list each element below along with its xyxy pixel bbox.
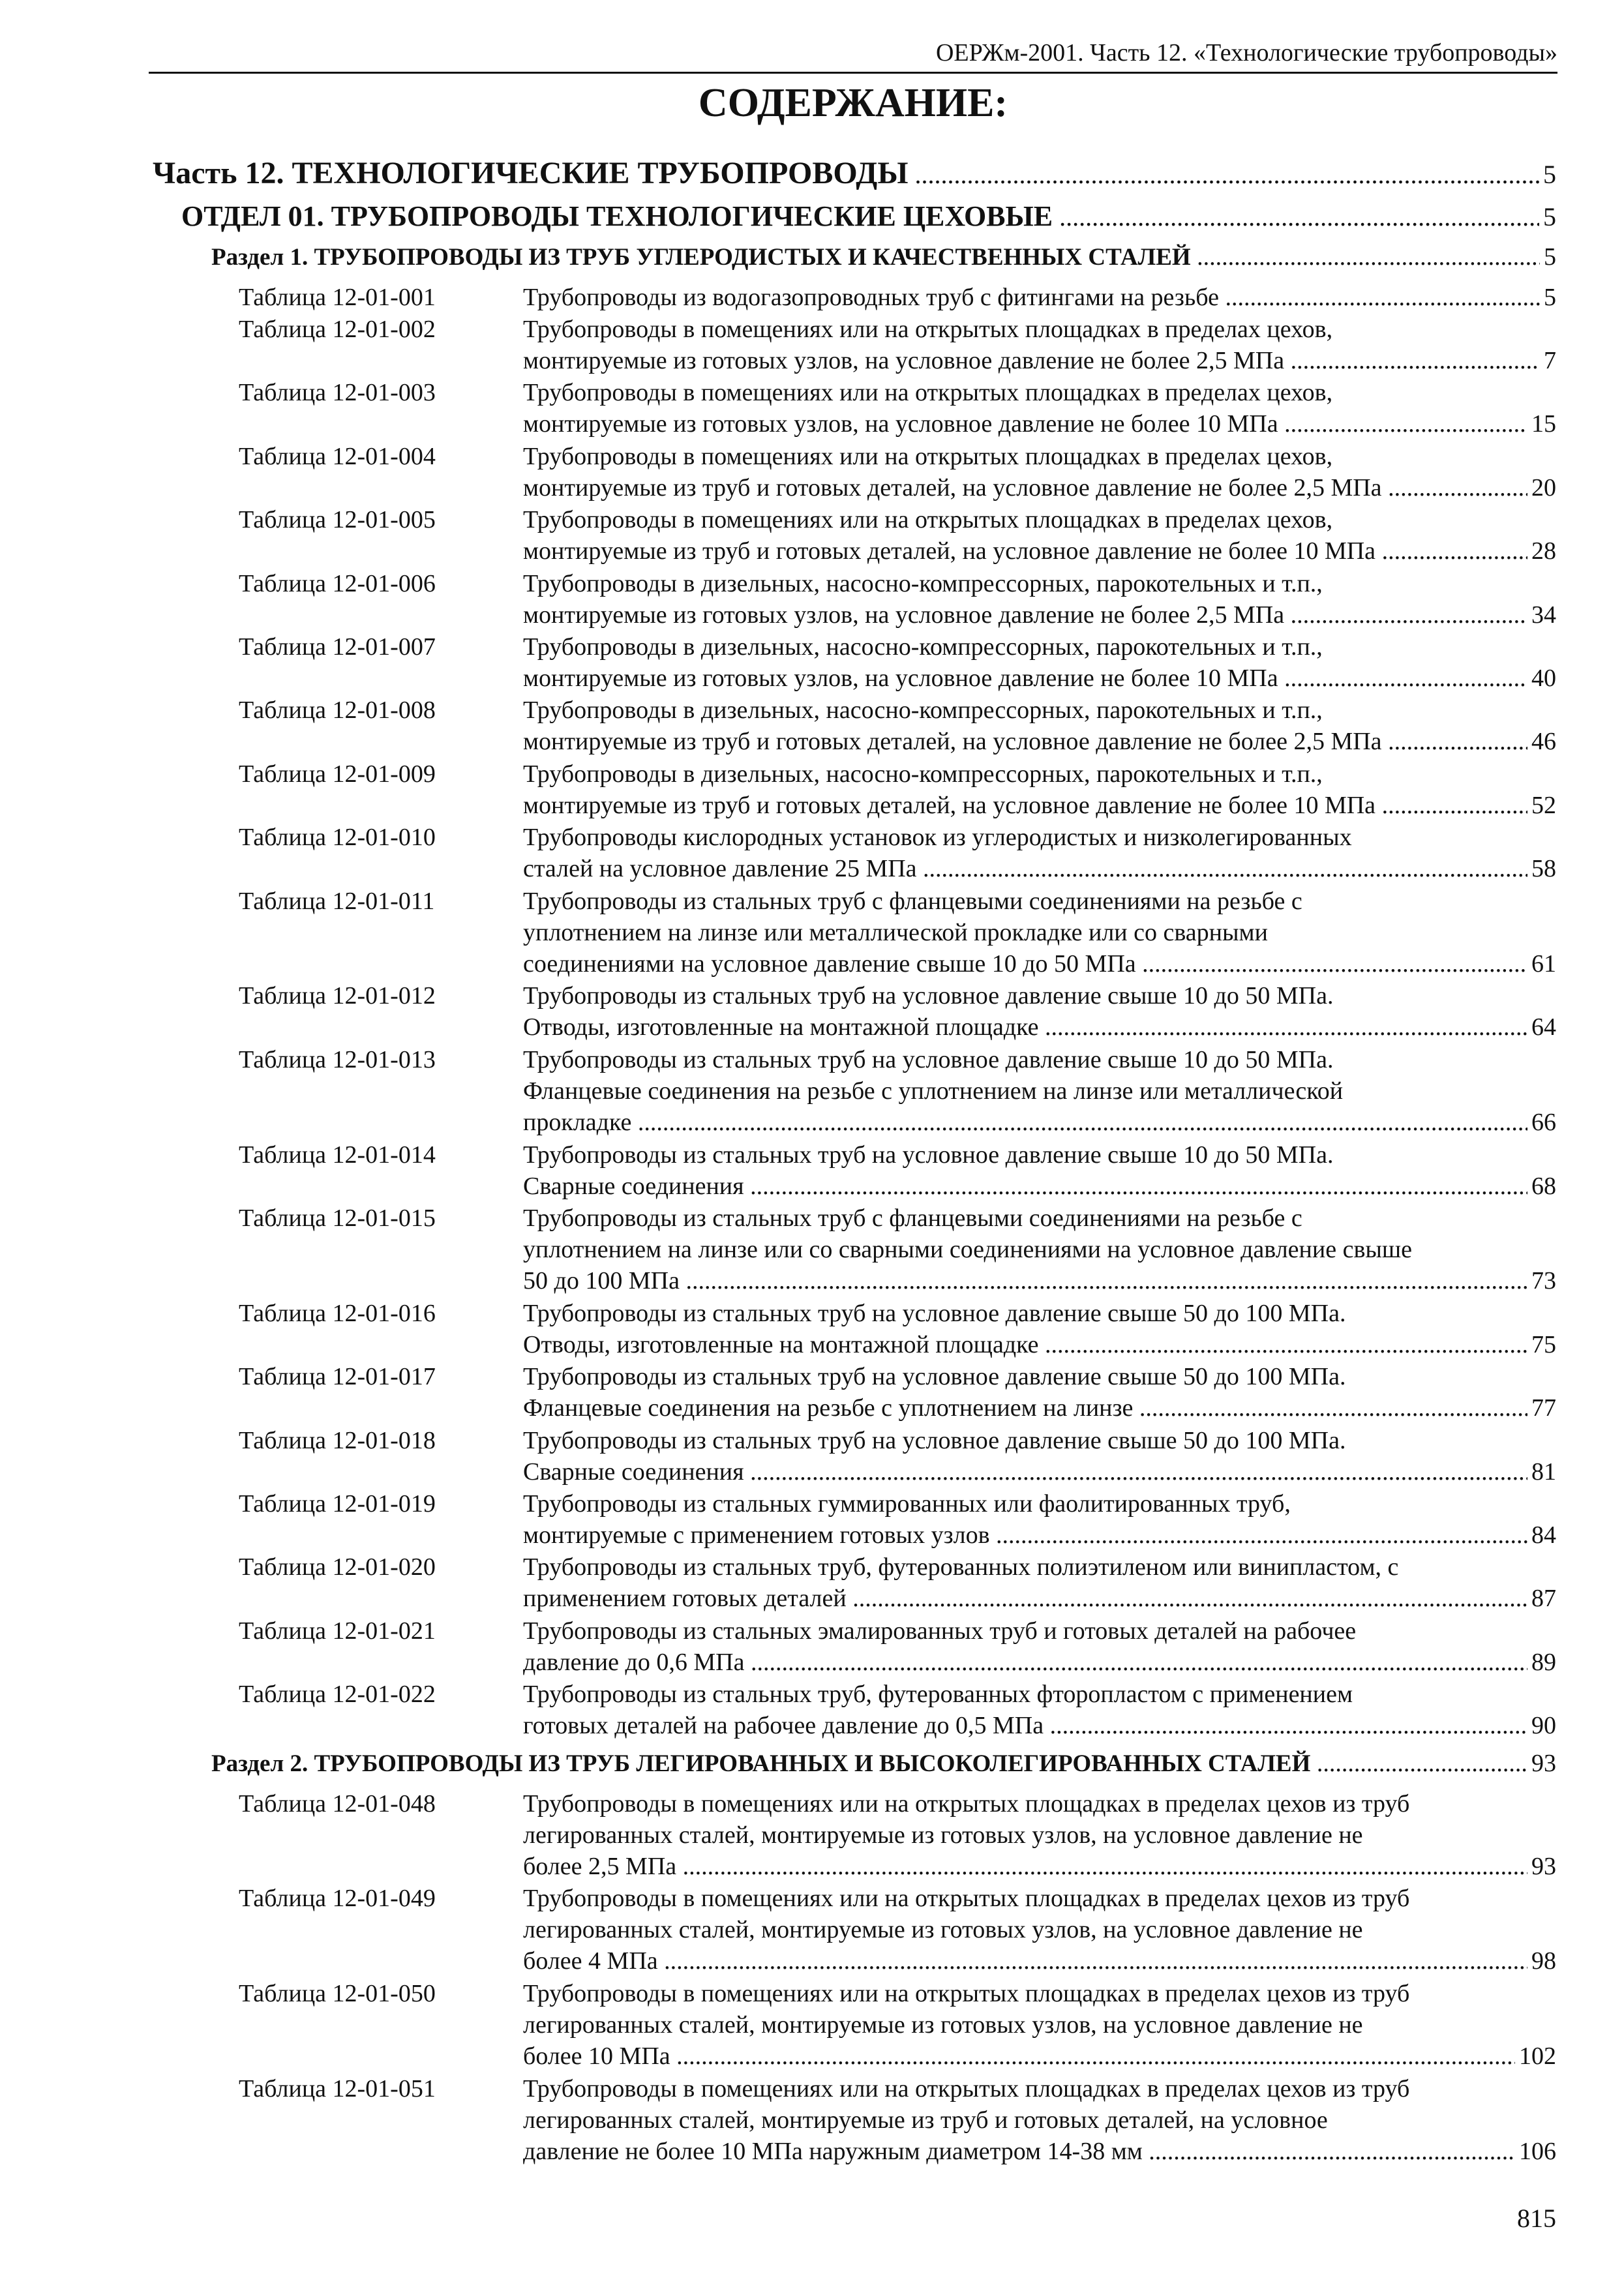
toc-table-description	[523, 504, 1556, 567]
toc-description-line: монтируемые из труб и готовых деталей, на условное давление не более 2,5 МПа .....	[523, 472, 1527, 503]
header-divider	[149, 72, 1557, 74]
toc-table-description	[523, 1551, 1556, 1614]
toc-description-line: монтируемые из труб и готовых деталей, на условное давление не более 10 МПа .....	[523, 535, 1527, 567]
toc-table-code: Таблица 12-01-051	[239, 2075, 436, 2102]
toc-description-line: давление не более 10 МПа наружным диаметром 14-38 мм .....	[523, 2136, 1515, 2167]
toc-page-number: 40	[1531, 665, 1556, 692]
toc-description-line: Трубопроводы в помещениях или на открытых площадках в пределах цехов из труб	[523, 2075, 1410, 2102]
toc-table-description	[523, 314, 1556, 376]
toc-description-line: более 10 МПа .....	[523, 2041, 1515, 2072]
toc-table-description	[523, 1425, 1556, 1488]
toc-description-line: Трубопроводы в дизельных, насосно-компрессорных, парокотельных и т.п.,	[523, 633, 1323, 661]
toc-description-line: легированных сталей, монтируемые из готовых узлов, на условное давление не	[523, 1916, 1363, 1944]
toc-section-heading[interactable]	[211, 1748, 1556, 1780]
toc-page-number: 89	[1531, 1648, 1556, 1676]
toc-table-description	[523, 758, 1556, 821]
toc-table-code: Таблица 12-01-011	[239, 887, 435, 915]
toc-table-code: Таблица 12-01-004	[239, 442, 436, 470]
toc-page-number: 5	[1543, 202, 1556, 232]
toc-description-line: прокладке .....	[523, 1107, 1527, 1138]
toc-description-line: уплотнением на линзе или металлической прокладке или со сварными	[523, 918, 1268, 946]
toc-table-description	[523, 1788, 1556, 1882]
toc-table-code: Таблица 12-01-010	[239, 824, 436, 852]
toc-part-label: Часть 12. ТЕХНОЛОГИЧЕСКИЕ ТРУБОПРОВОДЫ .....	[153, 154, 1539, 194]
toc-page-number: 5	[1544, 284, 1556, 311]
toc-page-number: 5	[1544, 243, 1556, 271]
toc-page-number: 52	[1531, 791, 1556, 819]
toc-description-line: Трубопроводы в помещениях или на открытых площадках в пределах цехов из труб	[523, 1789, 1410, 1818]
toc-description-line: легированных сталей, монтируемые из труб и готовых деталей, на условное	[523, 2106, 1328, 2134]
toc-description-line: монтируемые из готовых узлов, на условное давление не более 2,5 МПа .....	[523, 599, 1527, 631]
toc-part-heading[interactable]	[153, 154, 1556, 194]
toc-table-code: Таблица 12-01-007	[239, 633, 436, 661]
toc-description-line: Трубопроводы из стальных труб с фланцевыми соединениями на резьбе с	[523, 887, 1302, 915]
toc-section-heading[interactable]	[211, 241, 1556, 273]
toc-table-description	[523, 1679, 1556, 1741]
toc-table-description	[523, 282, 1556, 313]
toc-table-code: Таблица 12-01-009	[239, 760, 436, 788]
toc-description-line: уплотнением на линзе или со сварными соединениями на условное давление свыше	[523, 1236, 1413, 1263]
toc-page-number: 106	[1519, 2138, 1556, 2165]
toc-page-number: 64	[1531, 1013, 1556, 1041]
toc-page-number: 58	[1531, 855, 1556, 883]
page-number: 815	[1517, 2204, 1556, 2233]
toc-description-line: готовых деталей на рабочее давление до 0,5 МПа .....	[523, 1710, 1527, 1741]
toc-page-number: 84	[1531, 1521, 1556, 1549]
toc-page-number: 20	[1531, 473, 1556, 501]
toc-page-number: 66	[1531, 1108, 1556, 1136]
toc-page-number: 102	[1519, 2042, 1556, 2071]
toc-page-number: 46	[1531, 728, 1556, 756]
toc-table-description	[523, 695, 1556, 757]
toc-description-line: легированных сталей, монтируемые из готовых узлов, на условное давление не	[523, 2011, 1363, 2039]
toc-table-code: Таблица 12-01-049	[239, 1885, 436, 1913]
toc-description-line: монтируемые из труб и готовых деталей, на условное давление не более 10 МПа .....	[523, 790, 1527, 821]
toc-table-description	[523, 2073, 1556, 2167]
toc-page-number: 34	[1531, 601, 1556, 629]
toc-table-description	[523, 1883, 1556, 1977]
toc-page-number: 73	[1531, 1267, 1556, 1294]
toc-description-line: Фланцевые соединения на резьбе с уплотнением на линзе .....	[523, 1392, 1527, 1424]
toc-page-number: 87	[1531, 1585, 1556, 1613]
toc-table-description	[523, 1298, 1556, 1360]
toc-description-line: Трубопроводы из стальных труб с фланцевыми соединениями на резьбе с	[523, 1204, 1302, 1232]
toc-description-line: Трубопроводы из стальных труб на условное давление свыше 50 до 100 МПа.	[523, 1363, 1346, 1391]
toc-table-description	[523, 1488, 1556, 1551]
toc-table-code: Таблица 12-01-003	[239, 379, 436, 407]
toc-description-line: Трубопроводы в дизельных, насосно-компрессорных, парокотельных и т.п.,	[523, 760, 1323, 788]
toc-description-line: Фланцевые соединения на резьбе с уплотнением на линзе или металлической	[523, 1077, 1344, 1105]
toc-description-line: давление до 0,6 МПа .....	[523, 1647, 1527, 1678]
toc-description-line: монтируемые из готовых узлов, на условное давление не более 10 МПа .....	[523, 408, 1527, 440]
toc-table-code: Таблица 12-01-022	[239, 1681, 436, 1709]
toc-description-line: 50 до 100 МПа .....	[523, 1265, 1527, 1296]
toc-table-description	[523, 631, 1556, 694]
toc-description-line: монтируемые с применением готовых узлов .....	[523, 1519, 1527, 1551]
toc-description-line: Трубопроводы из стальных труб, футерованных фторопластом с применением	[523, 1681, 1353, 1709]
toc-description-line: Трубопроводы из водогазопроводных труб с фитингами на резьбе .....	[523, 282, 1540, 313]
toc-page-number: 15	[1531, 410, 1556, 438]
toc-page-number: 5	[1543, 160, 1556, 189]
toc-table-description	[523, 886, 1556, 980]
toc-table-description	[523, 441, 1556, 503]
toc-table-code: Таблица 12-01-012	[239, 982, 436, 1010]
toc-page-number: 90	[1531, 1712, 1556, 1740]
page-title: СОДЕРЖАНИЕ:	[698, 81, 1008, 125]
toc-department-heading[interactable]	[181, 198, 1556, 235]
toc-table-code: Таблица 12-01-050	[239, 1980, 436, 2008]
toc-table-code: Таблица 12-01-017	[239, 1363, 436, 1391]
toc-section-label: Раздел 1. ТРУБОПРОВОДЫ ИЗ ТРУБ УГЛЕРОДИСТЫХ И КАЧЕСТВЕННЫХ СТАЛЕЙ .....	[211, 241, 1540, 273]
toc-table-code: Таблица 12-01-002	[239, 316, 436, 343]
toc-section-label: Раздел 2. ТРУБОПРОВОДЫ ИЗ ТРУБ ЛЕГИРОВАННЫХ И ВЫСОКОЛЕГИРОВАННЫХ СТАЛЕЙ .....	[211, 1748, 1527, 1780]
toc-description-line: Трубопроводы в помещениях или на открытых площадках в пределах цехов из труб	[523, 1885, 1410, 1913]
toc-description-line: Трубопроводы из стальных труб на условное давление свыше 10 до 50 МПа.	[523, 982, 1334, 1010]
toc-description-line: Трубопроводы в дизельных, насосно-компрессорных, парокотельных и т.п.,	[523, 569, 1323, 597]
toc-description-line: Трубопроводы из стальных труб на условное давление свыше 50 до 100 МПа.	[523, 1299, 1346, 1327]
toc-page-number: 68	[1531, 1172, 1556, 1200]
toc-description-line: Трубопроводы из стальных труб на условное давление свыше 50 до 100 МПа.	[523, 1426, 1346, 1454]
toc-description-line: более 4 МПа .....	[523, 1945, 1527, 1977]
toc-table-code: Таблица 12-01-019	[239, 1490, 436, 1518]
toc-table-description	[523, 1978, 1556, 2072]
toc-table-code: Таблица 12-01-021	[239, 1617, 436, 1645]
toc-description-line: Трубопроводы в помещениях или на открытых площадках в пределах цехов,	[523, 442, 1333, 470]
toc-description-line: применением готовых деталей .....	[523, 1583, 1527, 1614]
toc-page-number: 61	[1531, 950, 1556, 978]
toc-table-code: Таблица 12-01-008	[239, 696, 436, 725]
toc-description-line: Трубопроводы из стальных эмалированных труб и готовых деталей на рабочее	[523, 1617, 1357, 1645]
toc-department-label: ОТДЕЛ 01. ТРУБОПРОВОДЫ ТЕХНОЛОГИЧЕСКИЕ ЦЕХОВЫЕ .....	[181, 198, 1539, 235]
toc-table-description	[523, 377, 1556, 440]
toc-description-line: Трубопроводы из стальных труб, футерованных полиэтиленом или винипластом, с	[523, 1553, 1399, 1581]
toc-description-line: Трубопроводы из стальных труб на условное давление свыше 10 до 50 МПа.	[523, 1141, 1334, 1169]
toc-table-description	[523, 1139, 1556, 1202]
toc-table-description	[523, 822, 1556, 884]
toc-page-number: 28	[1531, 537, 1556, 565]
toc-description-line: легированных сталей, монтируемые из готовых узлов, на условное давление не	[523, 1821, 1363, 1849]
toc-description-line: сталей на условное давление 25 МПа .....	[523, 853, 1527, 884]
toc-table-code: Таблица 12-01-015	[239, 1204, 436, 1232]
toc-table-description	[523, 1044, 1556, 1138]
toc-description-line: Трубопроводы в помещениях или на открытых площадках в пределах цехов,	[523, 379, 1333, 407]
toc-page-number: 7	[1544, 347, 1556, 374]
toc-table-code: Таблица 12-01-020	[239, 1553, 436, 1581]
toc-table-code: Таблица 12-01-006	[239, 569, 436, 597]
toc-page-number: 98	[1531, 1947, 1556, 1975]
toc-table-description	[523, 568, 1556, 631]
toc-page-number: 93	[1531, 1749, 1556, 1777]
toc-description-line: Трубопроводы кислородных установок из углеродистых и низколегированных	[523, 824, 1352, 852]
toc-table-description	[523, 980, 1556, 1043]
toc-description-line: Трубопроводы из стальных гуммированных или фаолитированных труб,	[523, 1490, 1291, 1518]
toc-description-line: монтируемые из готовых узлов, на условное давление не более 2,5 МПа .....	[523, 345, 1540, 376]
toc-description-line: монтируемые из труб и готовых деталей, на условное давление не более 2,5 МПа .....	[523, 726, 1527, 757]
toc-table-code: Таблица 12-01-018	[239, 1426, 436, 1454]
toc-page-number: 75	[1531, 1330, 1556, 1358]
running-header: ОЕРЖм-2001. Часть 12. «Технологические трубопроводы»	[935, 39, 1557, 67]
toc-page-number: 81	[1531, 1458, 1556, 1486]
toc-description-line: Сварные соединения .....	[523, 1171, 1527, 1202]
toc-table-code: Таблица 12-01-048	[239, 1789, 436, 1818]
toc-description-line: Трубопроводы в дизельных, насосно-компрессорных, парокотельных и т.п.,	[523, 696, 1323, 725]
toc-description-line: Сварные соединения .....	[523, 1456, 1527, 1488]
toc-page-number: 77	[1531, 1394, 1556, 1422]
toc-table-description	[523, 1203, 1556, 1296]
toc-description-line: соединениями на условное давление свыше 10 до 50 МПа .....	[523, 948, 1527, 980]
toc-description-line: Трубопроводы в помещениях или на открытых площадках в пределах цехов из труб	[523, 1980, 1410, 2008]
toc-table-description	[523, 1615, 1556, 1678]
toc-table-code: Таблица 12-01-016	[239, 1299, 436, 1327]
toc-table-code: Таблица 12-01-013	[239, 1045, 436, 1073]
toc-description-line: Отводы, изготовленные на монтажной площадке .....	[523, 1011, 1527, 1043]
toc-description-line: Трубопроводы в помещениях или на открытых площадках в пределах цехов,	[523, 316, 1333, 343]
toc-table-code: Таблица 12-01-014	[239, 1141, 436, 1169]
toc-description-line: монтируемые из готовых узлов, на условное давление не более 10 МПа .....	[523, 663, 1527, 694]
toc-page-number: 93	[1531, 1852, 1556, 1880]
toc-description-line: более 2,5 МПа .....	[523, 1851, 1527, 1882]
toc-table-code: Таблица 12-01-001	[239, 284, 436, 311]
toc-description-line: Отводы, изготовленные на монтажной площадке .....	[523, 1329, 1527, 1360]
toc-description-line: Трубопроводы в помещениях или на открытых площадках в пределах цехов,	[523, 506, 1333, 534]
toc-table-description	[523, 1361, 1556, 1424]
toc-table-code: Таблица 12-01-005	[239, 506, 436, 534]
toc-description-line: Трубопроводы из стальных труб на условное давление свыше 10 до 50 МПа.	[523, 1045, 1334, 1073]
